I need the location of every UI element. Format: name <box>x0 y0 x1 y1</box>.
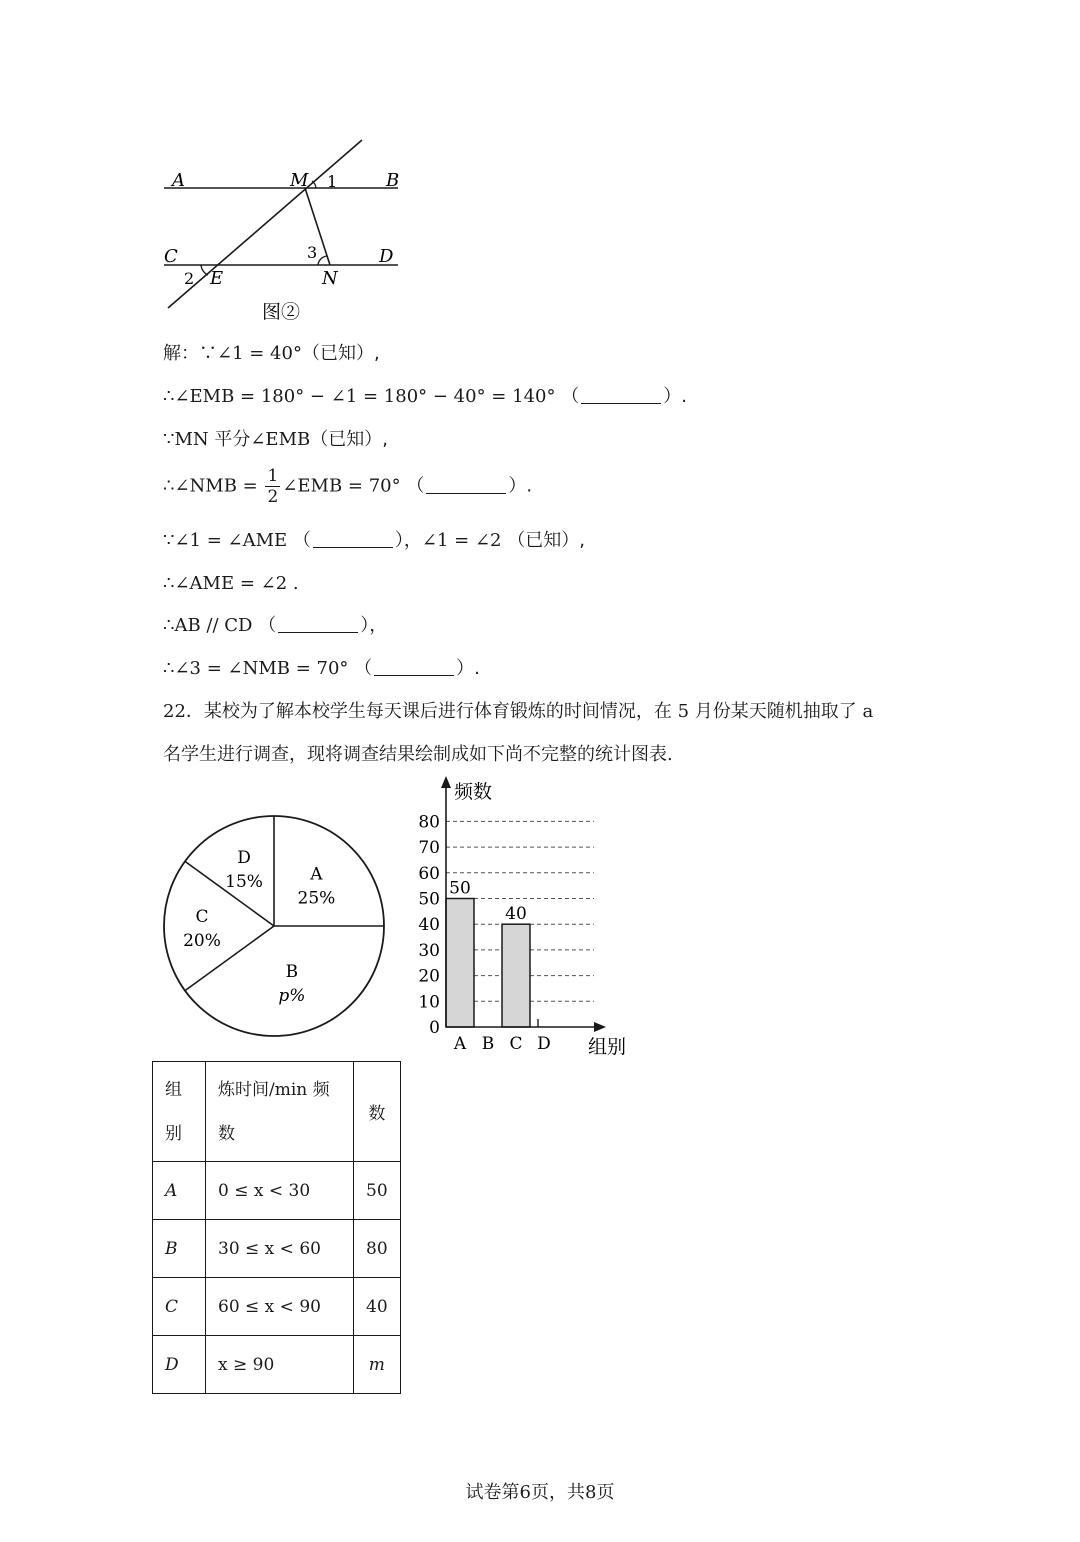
cell-count: 80 <box>354 1220 401 1278</box>
pie-slice-value-b: p% <box>278 986 306 1007</box>
pie-slice-label-a: A <box>310 864 323 885</box>
header-group: 组 别 <box>153 1062 206 1162</box>
page-footer: 试卷第6页，共8页 <box>465 1482 615 1503</box>
proof-line-3: ∵MN 平分∠EMB（已知）, <box>163 429 388 450</box>
question-22-line-2: 名学生进行调查，现将调查结果绘制成如下尚不完整的统计图表. <box>163 744 673 765</box>
y-tick-label-70: 70 <box>418 838 440 859</box>
y-tick-label-50: 50 <box>418 889 440 910</box>
angle-3-arc <box>318 256 327 265</box>
point-b-label: B <box>386 170 400 191</box>
proof-line-6: ∴∠AME = ∠2 . <box>163 573 299 594</box>
geometry-figure <box>150 130 420 330</box>
table-row <box>153 1336 401 1394</box>
point-d-label: D <box>379 246 394 267</box>
cell-count: 40 <box>354 1278 401 1336</box>
proof-line-7: ∴AB // CD （ ）， <box>163 615 388 636</box>
bar-chart <box>410 776 640 1061</box>
angle-1-label: 1 <box>327 172 338 191</box>
cell-count: m <box>354 1336 401 1394</box>
data-table <box>152 1061 401 1394</box>
proof-line-5: ∵∠1 = ∠AME （ ），∠1 = ∠2 （已知）, <box>163 530 585 551</box>
proof-line-8: ∴∠3 = ∠NMB = 70° （ ）. <box>163 658 480 679</box>
y-tick-label-40: 40 <box>418 915 440 936</box>
y-tick-label-10: 10 <box>418 992 440 1013</box>
answer-blank-1[interactable] <box>581 385 661 404</box>
y-axis-arrow <box>441 776 451 788</box>
pie-slice-value-a: 25% <box>297 888 336 909</box>
pie-slice-value-d: 15% <box>225 872 263 893</box>
proof-line-1: 解：∵∠1 = 40°（已知）, <box>163 343 380 364</box>
y-tick-label-60: 60 <box>418 863 440 884</box>
x-axis-label: 组别 <box>588 1036 627 1058</box>
table-row <box>153 1220 401 1278</box>
pie-slice-label-d: D <box>237 848 251 869</box>
y-tick-label-20: 20 <box>418 966 440 987</box>
angle-1-arc <box>312 181 316 188</box>
answer-blank-2[interactable] <box>426 475 506 494</box>
bar-data-label-c: 40 <box>505 904 527 925</box>
table-row <box>153 1162 401 1220</box>
answer-blank-5[interactable] <box>374 657 454 676</box>
header-time: 炼时间/min 频 数 <box>206 1062 354 1162</box>
point-m-label: M <box>290 170 309 191</box>
point-c-label: C <box>164 246 178 267</box>
answer-blank-3[interactable] <box>313 529 393 548</box>
x-tick-label-d: D <box>537 1034 551 1054</box>
point-n-label: N <box>322 268 338 289</box>
angle-2-label: 2 <box>184 269 195 288</box>
bar-data-label-a: 50 <box>449 878 471 899</box>
cell-group: C <box>153 1278 206 1336</box>
fraction-half: $\frac{1}{2}$ <box>267 466 279 507</box>
point-a-label: A <box>172 170 185 191</box>
cell-group: A <box>153 1162 206 1220</box>
answer-blank-4[interactable] <box>278 614 358 633</box>
pie-slice-label-c: C <box>195 907 209 927</box>
header-count: 数 <box>354 1062 401 1162</box>
point-e-label: E <box>210 268 224 289</box>
y-tick-label-0: 0 <box>429 1018 440 1038</box>
bar-a <box>446 899 474 1028</box>
x-tick-label-a: A <box>453 1034 467 1054</box>
y-tick-label-80: 80 <box>418 812 440 833</box>
cell-count: 50 <box>354 1162 401 1220</box>
table-row <box>153 1278 401 1336</box>
pie-slice-value-c: 20% <box>183 931 221 951</box>
cell-range: 30 ≤ x < 60 <box>206 1220 354 1278</box>
table-header-row <box>153 1062 401 1162</box>
bar-c <box>502 924 530 1027</box>
x-tick-label-b: B <box>481 1034 495 1054</box>
pie-slice-label-b: B <box>285 962 299 983</box>
cell-group: D <box>153 1336 206 1394</box>
cell-range: 60 ≤ x < 90 <box>206 1278 354 1336</box>
proof-line-4: ∴∠NMB = $\frac{1}{2}$ ∠EMB = 70° （ ）. <box>163 466 533 507</box>
pie-chart <box>160 812 390 1042</box>
question-22-line-1: 22．某校为了解本校学生每天课后进行体育锻炼的时间情况，在 5 月份某天随机抽取了 a <box>163 701 874 722</box>
x-tick-label-c: C <box>509 1034 523 1054</box>
y-tick-label-30: 30 <box>418 940 440 961</box>
cell-group: B <box>153 1220 206 1278</box>
angle-3-label: 3 <box>307 243 318 262</box>
cell-range: 0 ≤ x < 30 <box>206 1162 354 1220</box>
x-axis-arrow <box>594 1022 606 1032</box>
cell-range: x ≥ 90 <box>206 1336 354 1394</box>
y-axis-label: 频数 <box>454 781 493 803</box>
figure-caption: 图② <box>262 301 301 323</box>
proof-line-2: ∴∠EMB = 180° − ∠1 = 180° − 40° = 140° （ ）. <box>163 386 687 407</box>
